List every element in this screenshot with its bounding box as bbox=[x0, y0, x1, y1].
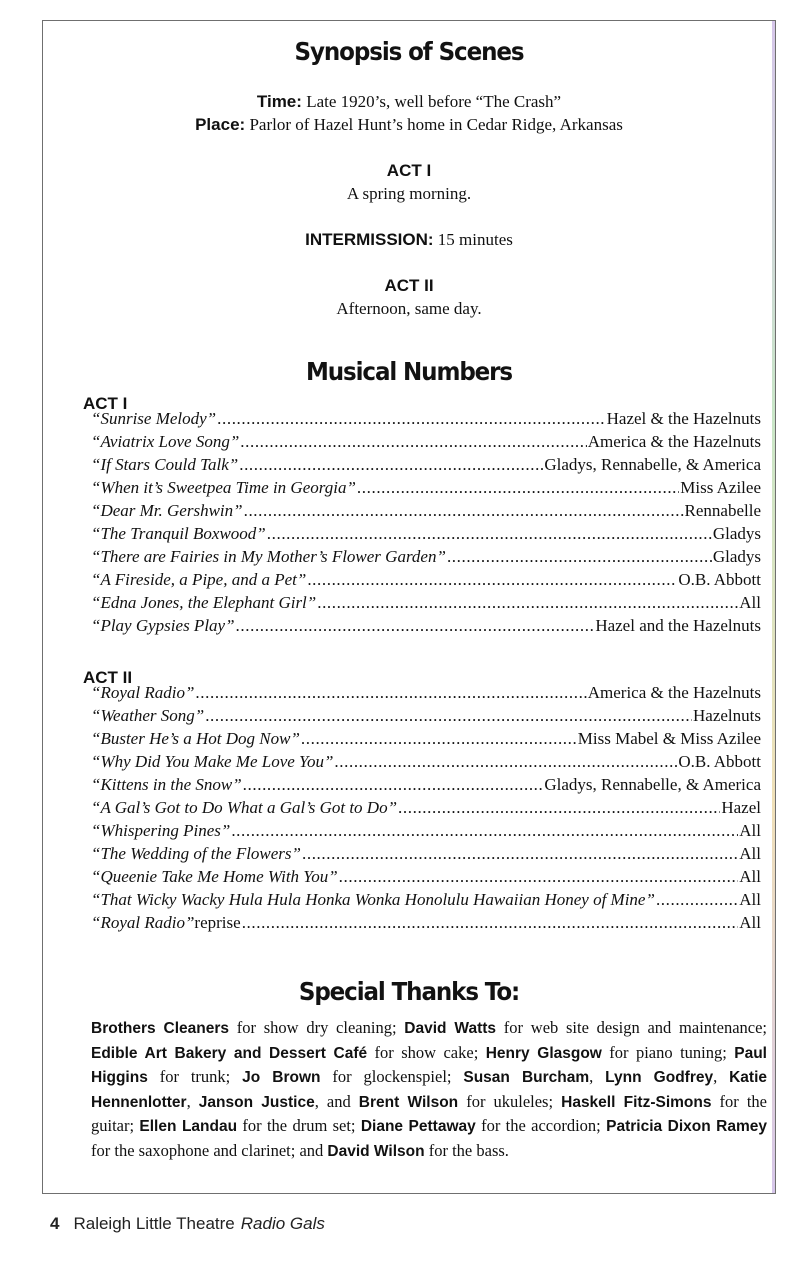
dot-leader bbox=[301, 729, 577, 749]
musical-number-row bbox=[91, 683, 761, 706]
song-title: “Whispering Pines” bbox=[91, 821, 231, 840]
special-thanks-heading: Special Thanks To: bbox=[298, 977, 520, 1006]
musical-number-row bbox=[91, 798, 761, 821]
musical-number-row bbox=[91, 524, 761, 547]
song-performer: Miss Mabel & Miss Azilee bbox=[577, 729, 761, 748]
song-performer: All bbox=[739, 890, 761, 909]
act2-number-list bbox=[91, 683, 761, 936]
dot-leader bbox=[239, 455, 543, 475]
thanks-text: for trunk; bbox=[147, 1067, 243, 1086]
intermission-line bbox=[43, 230, 775, 250]
song-performer: America & the Hazelnuts bbox=[587, 683, 761, 702]
time-value: Late 1920’s, well before “The Crash” bbox=[306, 92, 562, 111]
song-title: “That Wicky Wacky Hula Hula Honka Wonka Honolulu Hawaiian Honey of Mine” bbox=[91, 890, 655, 909]
thanks-text: for show dry cleaning; bbox=[229, 1018, 405, 1037]
dot-leader bbox=[398, 798, 720, 818]
thanks-name: Susan Burcham bbox=[463, 1069, 590, 1086]
dot-leader bbox=[243, 775, 544, 795]
thanks-text: , and bbox=[314, 1091, 359, 1111]
dot-leader bbox=[231, 821, 738, 841]
musical-number-row bbox=[91, 867, 761, 890]
song-performer: Gladys, Rennabelle, & America bbox=[544, 455, 761, 474]
song-title: “Aviatrix Love Song” bbox=[91, 432, 240, 451]
song-title: “Royal Radio” bbox=[91, 683, 195, 702]
song-performer: Gladys bbox=[712, 547, 761, 566]
thanks-text: for piano tuning; bbox=[601, 1042, 735, 1062]
musical-number-row bbox=[91, 432, 761, 455]
song-suffix: reprise bbox=[194, 913, 241, 932]
time-line bbox=[43, 92, 775, 112]
thanks-name: Brothers Cleaners bbox=[91, 1020, 230, 1037]
song-title: “Sunrise Melody” bbox=[91, 409, 217, 428]
song-performer: Hazelnuts bbox=[693, 706, 761, 725]
musical-number-row bbox=[91, 752, 761, 775]
song-performer: All bbox=[739, 593, 761, 612]
thanks-text: for the guitar; bbox=[91, 1091, 767, 1135]
song-performer: Rennabelle bbox=[684, 501, 761, 520]
time-label: Time: bbox=[256, 92, 302, 111]
dot-leader bbox=[217, 409, 606, 429]
song-performer: All bbox=[739, 821, 761, 840]
thanks-text: , bbox=[589, 1067, 606, 1086]
synopsis-act2-desc: Afternoon, same day. bbox=[336, 299, 482, 318]
musical-number-row bbox=[91, 547, 761, 570]
musical-number-row bbox=[91, 844, 761, 867]
song-performer: All bbox=[739, 867, 761, 886]
thanks-text: for show cake; bbox=[367, 1042, 486, 1062]
song-performer: America & the Hazelnuts bbox=[587, 432, 761, 451]
thanks-name: Jo Brown bbox=[242, 1069, 321, 1086]
act1-number-list bbox=[91, 409, 761, 639]
musical-number-row bbox=[91, 913, 761, 936]
thanks-name: Paul Higgins bbox=[91, 1044, 767, 1086]
musical-number-row bbox=[91, 890, 761, 913]
thanks-name: Katie Hennenlotter bbox=[91, 1069, 768, 1111]
page-number: 4 bbox=[50, 1214, 60, 1233]
place-line bbox=[43, 115, 775, 135]
song-title: “Weather Song” bbox=[91, 706, 205, 725]
song-title: “When it’s Sweetpea Time in Georgia” bbox=[91, 478, 356, 497]
dot-leader bbox=[307, 570, 677, 590]
song-title: “A Gal’s Got to Do What a Gal’s Got to Do” bbox=[91, 798, 398, 817]
song-performer: Miss Azilee bbox=[680, 478, 761, 497]
musical-number-row bbox=[91, 593, 761, 616]
thanks-text: , bbox=[713, 1067, 730, 1086]
musical-number-row bbox=[91, 478, 761, 501]
musical-number-row bbox=[91, 821, 761, 844]
thanks-name: Brent Wilson bbox=[358, 1093, 459, 1111]
thanks-text: for the saxophone and clarinet; and bbox=[91, 1140, 328, 1160]
musical-numbers-heading: Musical Numbers bbox=[305, 357, 512, 386]
song-title: “The Wedding of the Flowers” bbox=[91, 844, 301, 863]
footer-show-title: Radio Gals bbox=[240, 1214, 325, 1233]
thanks-name: Patricia Dixon Ramey bbox=[606, 1118, 768, 1135]
song-title: “Buster He’s a Hot Dog Now” bbox=[91, 729, 300, 748]
song-performer: Hazel and the Hazelnuts bbox=[595, 616, 761, 635]
thanks-name: Henry Glasgow bbox=[485, 1044, 602, 1062]
dot-leader bbox=[656, 890, 738, 910]
thanks-name: Lynn Godfrey bbox=[605, 1069, 714, 1086]
thanks-text: for glockenspiel; bbox=[320, 1067, 464, 1086]
thanks-text: for the drum set; bbox=[237, 1116, 361, 1135]
intermission-value: 15 minutes bbox=[437, 230, 513, 249]
song-performer: Gladys bbox=[712, 524, 761, 543]
musical-number-row bbox=[91, 616, 761, 639]
synopsis-act1-label: ACT I bbox=[386, 161, 432, 180]
thanks-text: , bbox=[186, 1091, 199, 1111]
thanks-name: David Watts bbox=[404, 1020, 497, 1037]
dot-leader bbox=[195, 683, 586, 703]
song-title: “Edna Jones, the Elephant Girl” bbox=[91, 593, 317, 612]
thanks-name: Edible Art Bakery and Dessert Café bbox=[91, 1044, 368, 1062]
musical-act2-label: ACT II bbox=[83, 668, 133, 687]
footer-theatre: Raleigh Little Theatre bbox=[73, 1214, 235, 1233]
song-title: “Dear Mr. Gershwin” bbox=[91, 501, 243, 520]
dot-leader bbox=[334, 752, 677, 772]
musical-act1-label: ACT I bbox=[83, 394, 128, 413]
song-performer: All bbox=[739, 844, 761, 863]
musical-number-row bbox=[91, 706, 761, 729]
synopsis-act2-label: ACT II bbox=[384, 276, 434, 295]
dot-leader bbox=[317, 593, 738, 613]
dot-leader bbox=[447, 547, 712, 567]
dot-leader bbox=[205, 706, 692, 726]
thanks-text: for ukuleles; bbox=[458, 1091, 562, 1111]
song-performer: Hazel bbox=[721, 798, 761, 817]
place-label: Place: bbox=[195, 115, 246, 134]
dot-leader bbox=[240, 432, 586, 452]
song-performer: Gladys, Rennabelle, & America bbox=[544, 775, 761, 794]
musical-number-row bbox=[91, 455, 761, 478]
dot-leader bbox=[302, 844, 738, 864]
thanks-text: for the accordion; bbox=[475, 1116, 607, 1135]
synopsis-act1-desc: A spring morning. bbox=[346, 184, 472, 203]
program-frame bbox=[42, 20, 776, 1194]
song-performer: O.B. Abbott bbox=[678, 752, 761, 771]
special-thanks-paragraph bbox=[91, 1016, 767, 1163]
song-title: “Royal Radio” bbox=[91, 913, 195, 932]
page-footer bbox=[50, 1214, 325, 1234]
dot-leader bbox=[339, 867, 739, 887]
thanks-name: Diane Pettaway bbox=[360, 1118, 476, 1135]
song-title: “If Stars Could Talk” bbox=[91, 455, 239, 474]
song-title: “Kittens in the Snow” bbox=[91, 775, 242, 794]
musical-number-row bbox=[91, 775, 761, 798]
song-performer: All bbox=[739, 913, 761, 932]
place-value: Parlor of Hazel Hunt’s home in Cedar Ridge, Arkansas bbox=[249, 115, 623, 134]
synopsis-heading: Synopsis of Scenes bbox=[294, 37, 524, 66]
musical-number-row bbox=[91, 729, 761, 752]
song-performer: Hazel & the Hazelnuts bbox=[606, 409, 761, 428]
dot-leader bbox=[357, 478, 679, 498]
song-title: “The Tranquil Boxwood” bbox=[91, 524, 266, 543]
thanks-text: for the bass. bbox=[424, 1140, 509, 1160]
dot-leader bbox=[242, 913, 739, 933]
thanks-name: Ellen Landau bbox=[139, 1118, 238, 1135]
musical-number-row bbox=[91, 409, 761, 432]
thanks-name: David Wilson bbox=[327, 1142, 425, 1160]
dot-leader bbox=[244, 501, 684, 521]
song-title: “Play Gypsies Play” bbox=[91, 616, 235, 635]
thanks-text: for web site design and maintenance; bbox=[496, 1018, 768, 1037]
thanks-name: Janson Justice bbox=[198, 1093, 315, 1111]
dot-leader bbox=[267, 524, 712, 544]
musical-number-row bbox=[91, 570, 761, 593]
song-title: “A Fireside, a Pipe, and a Pet” bbox=[91, 570, 307, 589]
song-title: “Why Did You Make Me Love You” bbox=[91, 752, 334, 771]
song-performer: O.B. Abbott bbox=[678, 570, 761, 589]
dot-leader bbox=[236, 616, 595, 636]
intermission-label: INTERMISSION: bbox=[305, 230, 434, 249]
thanks-name: Haskell Fitz-Simons bbox=[561, 1093, 712, 1111]
musical-number-row bbox=[91, 501, 761, 524]
song-title: “There are Fairies in My Mother’s Flower Garden” bbox=[91, 547, 446, 566]
song-title: “Queenie Take Me Home With You” bbox=[91, 867, 338, 886]
